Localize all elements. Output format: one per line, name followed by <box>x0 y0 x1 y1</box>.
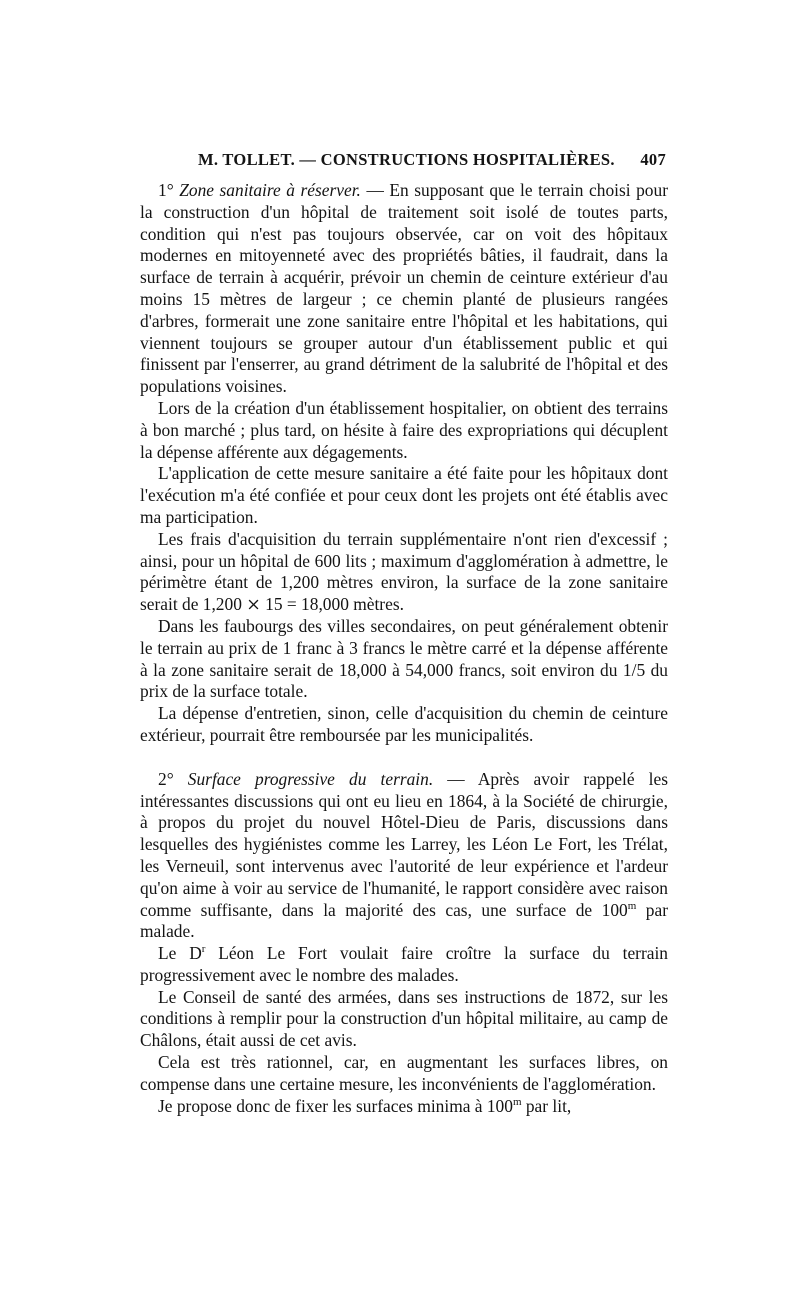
paragraph-zone-sanitaire <box>140 180 668 398</box>
paragraph-text: Le D <box>158 943 202 964</box>
book-page <box>140 0 668 1304</box>
paragraph-text <box>140 1096 668 1118</box>
paragraph-text: Le Conseil de santé des armées, dans ses instructions de 1872, sur les conditions à remplir pour la construction d'un hôpital militaire, au camp de Châlons, était aussi de cet avis. <box>140 986 668 1051</box>
paragraph-text: par malade. <box>140 899 668 942</box>
paragraph-text: Cela est très rationnel, car, en augmentant les surfaces libres, on compense dans une certaine mesure, les inconvénients de l'agglomération. <box>140 1052 668 1094</box>
paragraph-text: La dépense d'entretien, sinon, celle d'acquisition du chemin de ceinture extérieur, pourrait être remboursée par les municipalités. <box>140 703 668 745</box>
superscript: m <box>627 899 637 912</box>
paragraph-text: L'application de cette mesure sanitaire a été faite pour les hôpitaux dont l'exécution m'a été confiée et pour ceux dont les projets ont été établis avec ma participation. <box>140 463 668 527</box>
running-title: M. TOLLET. — CONSTRUCTIONS HOSPITALIÈRES. <box>198 150 615 169</box>
page-number: 407 <box>640 150 666 169</box>
section-number: 1° <box>158 180 174 200</box>
section-heading: Surface progressive du terrain. <box>187 768 434 789</box>
paragraph-text: — En supposant que le terrain choisi pour la construction d'un hôpital de traitement soit isolé de toutes parts, condition qui n'est pas toujours observée, car on voit des hôpitaux modernes en mitoyenneté avec des propriétés bâties, il faudrait, dans la surface de terrain à acquérir, prévoir un chemin de ceinture extérieur d'au moins 15 mètres de largeur ; ce chemin planté de plusieurs rangées d'arbres, formerait une zone sanitaire entre l'hôpital et les habitations, qui viennent toujours se grouper autour d'un établissement public et qui finissent par l'enserrer, au grand détriment de la salubrité de l'hôpital et des populations voisines. <box>140 180 668 397</box>
paragraph-text: Lors de la création d'un établissement hospitalier, on obtient des terrains à bon marché ; plus tard, on hésite à faire des expropriations qui décuplent la dépense afférente aux dégagements. <box>140 397 668 462</box>
superscript: r <box>201 943 206 956</box>
paragraph-text <box>140 943 668 987</box>
section-heading: Zone sanitaire à réserver. <box>179 180 361 200</box>
page-body <box>140 180 668 1117</box>
paragraph-surface-progressive <box>140 769 668 943</box>
paragraph-text: — Après avoir rappelé les intéressantes discussions qui ont eu lieu en 1864, à la Société de chirurgie, à propos du projet du nouvel Hôtel-Dieu de Paris, discussions dans lesquelles des hygiénistes comme les Larrey, les Léon Le Fort, les Trélat, les Verneuil, sont intervenus avec l'autorité de leur expérience et l'ardeur qu'on aime à voir au service de l'humanité, le rapport considère avec raison comme suffisante, dans la majorité des cas, une surface de 100 <box>140 768 668 920</box>
paragraph-text: Je propose donc de fixer les surfaces minima à 100 <box>158 1095 513 1116</box>
running-header <box>140 150 668 174</box>
paragraph-text: par lit, <box>521 1095 572 1116</box>
paragraph-text: Léon Le Fort voulait faire croître la surface du terrain progressivement avec le nombre des malades. <box>140 943 669 985</box>
superscript: m <box>512 1095 522 1108</box>
section-number: 2° <box>158 768 174 789</box>
paragraph-text: Dans les faubourgs des villes secondaires, on peut généralement obtenir le terrain au prix de 1 franc à 3 francs le mètre carré et la dépense afférente à la zone sanitaire serait de 18,000 à 54,000 francs, soit environ du 1/5 du prix de la surface totale. <box>140 615 668 702</box>
paragraph-text: Les frais d'acquisition du terrain supplémentaire n'ont rien d'excessif ; ainsi, pour un hôpital de 600 lits ; maximum d'agglomération à admettre, le périmètre étant de 1,200 mètres environ, la surface de la zone sanitaire serait de 1,200 ⨯ 15 = 18,000 mètres. <box>140 528 668 615</box>
